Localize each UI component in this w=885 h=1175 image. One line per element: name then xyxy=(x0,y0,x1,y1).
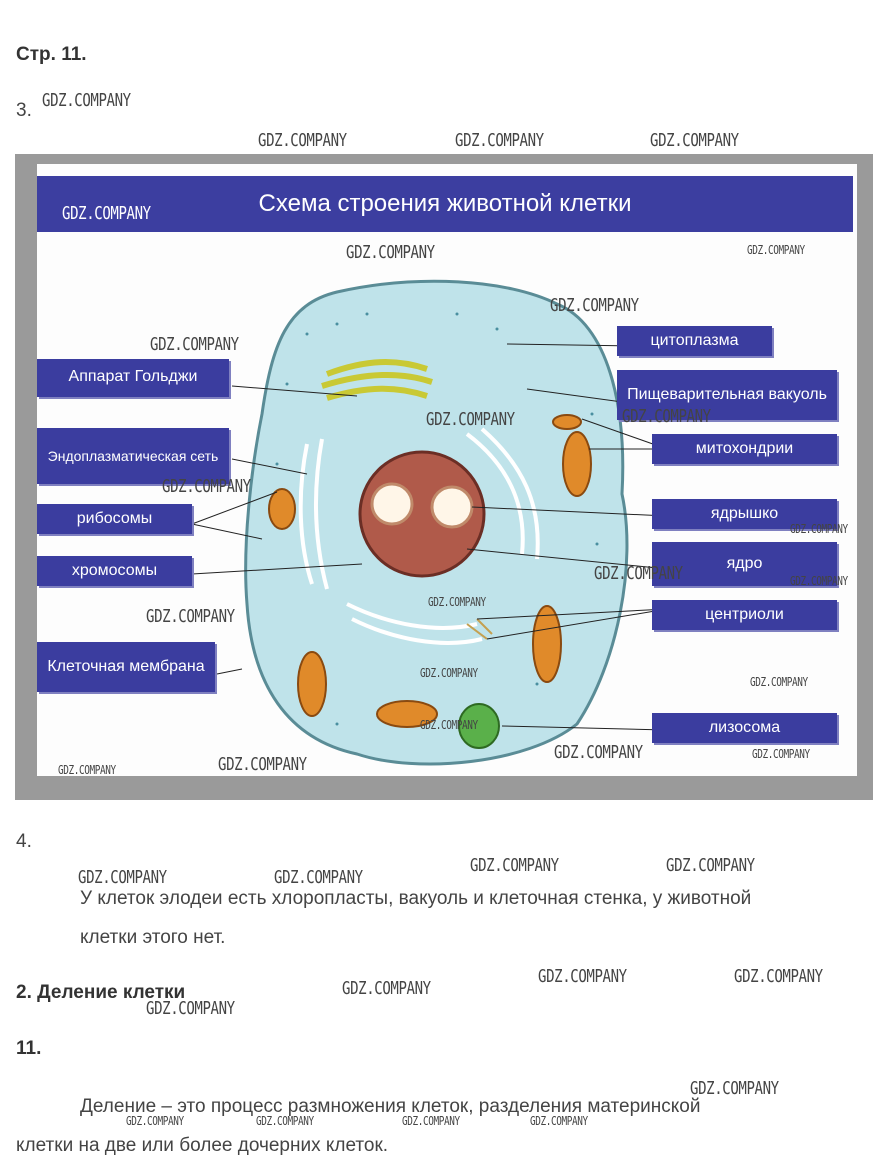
task-3-number: 3. xyxy=(16,100,32,121)
cell-diagram xyxy=(15,154,873,800)
label-membrane: Клеточная мембрана xyxy=(37,642,215,692)
watermark: GDZ.COMPANY xyxy=(146,606,235,627)
watermark: GDZ.COMPANY xyxy=(58,763,116,777)
watermark: GDZ.COMPANY xyxy=(554,742,643,763)
watermark: GDZ.COMPANY xyxy=(747,243,805,257)
watermark: GDZ.COMPANY xyxy=(455,130,544,151)
label-nucleus: ядро xyxy=(652,542,837,586)
label-chromosomes: хромосомы xyxy=(37,556,192,586)
watermark: GDZ.COMPANY xyxy=(274,867,363,888)
watermark: GDZ.COMPANY xyxy=(650,130,739,151)
diagram-title: Схема строения животной клетки xyxy=(37,176,853,232)
watermark: GDZ.COMPANY xyxy=(594,563,683,584)
watermark: GDZ.COMPANY xyxy=(420,718,478,732)
watermark: GDZ.COMPANY xyxy=(426,409,515,430)
task-11-line-2: клетки на две или более дочерних клеток. xyxy=(16,1135,389,1156)
watermark: GDZ.COMPANY xyxy=(126,1114,184,1128)
watermark: GDZ.COMPANY xyxy=(752,747,810,761)
label-lysosome: лизосома xyxy=(652,713,837,743)
nucleolus-shape-2 xyxy=(432,487,472,527)
watermark: GDZ.COMPANY xyxy=(622,406,711,427)
watermark: GDZ.COMPANY xyxy=(470,855,559,876)
watermark: GDZ.COMPANY xyxy=(550,295,639,316)
task-4-line-1: У клеток элодеи есть хлоропласты, вакуоль и клеточная стенка, у животной xyxy=(80,888,752,909)
watermark: GDZ.COMPANY xyxy=(402,1114,460,1128)
label-cytoplasm: цитоплазма xyxy=(617,326,772,356)
watermark: GDZ.COMPANY xyxy=(420,666,478,680)
watermark: GDZ.COMPANY xyxy=(734,966,823,987)
watermark: GDZ.COMPANY xyxy=(346,242,435,263)
label-nucleolus: ядрышко xyxy=(652,499,837,529)
watermark: GDZ.COMPANY xyxy=(258,130,347,151)
watermark: GDZ.COMPANY xyxy=(162,476,251,497)
label-golgi: Аппарат Гольджи xyxy=(37,359,229,397)
watermark: GDZ.COMPANY xyxy=(538,966,627,987)
watermark: GDZ.COMPANY xyxy=(790,522,848,536)
task-11-number: 11. xyxy=(16,1038,42,1059)
watermark: GDZ.COMPANY xyxy=(666,855,755,876)
page-heading: Стр. 11. xyxy=(16,44,87,65)
label-er: Эндоплазматическая сеть xyxy=(37,428,229,484)
watermark: GDZ.COMPANY xyxy=(146,998,235,1019)
task-4-number: 4. xyxy=(16,831,32,852)
watermark: GDZ.COMPANY xyxy=(78,867,167,888)
label-ribosomes: рибосомы xyxy=(37,504,192,534)
label-vacuole: Пищеварительная вакуоль xyxy=(617,370,837,420)
label-mitochondria: митохондрии xyxy=(652,434,837,464)
watermark: GDZ.COMPANY xyxy=(42,90,131,111)
watermark: GDZ.COMPANY xyxy=(530,1114,588,1128)
task-11-line-1: Деление – это процесс размножения клеток, разделения материнской xyxy=(80,1096,701,1117)
watermark: GDZ.COMPANY xyxy=(690,1078,779,1099)
watermark: GDZ.COMPANY xyxy=(790,574,848,588)
watermark: GDZ.COMPANY xyxy=(428,595,486,609)
nucleolus-shape-1 xyxy=(372,484,412,524)
watermark: GDZ.COMPANY xyxy=(256,1114,314,1128)
watermark: GDZ.COMPANY xyxy=(150,334,239,355)
section-heading: 2. Деление клетки xyxy=(16,982,186,1003)
task-4-line-2: клетки этого нет. xyxy=(80,927,226,948)
watermark: GDZ.COMPANY xyxy=(342,978,431,999)
watermark: GDZ.COMPANY xyxy=(218,754,307,775)
diagram-panel xyxy=(37,164,857,776)
watermark: GDZ.COMPANY xyxy=(750,675,808,689)
label-centrioles: центриоли xyxy=(652,600,837,630)
watermark: GDZ.COMPANY xyxy=(62,203,151,224)
